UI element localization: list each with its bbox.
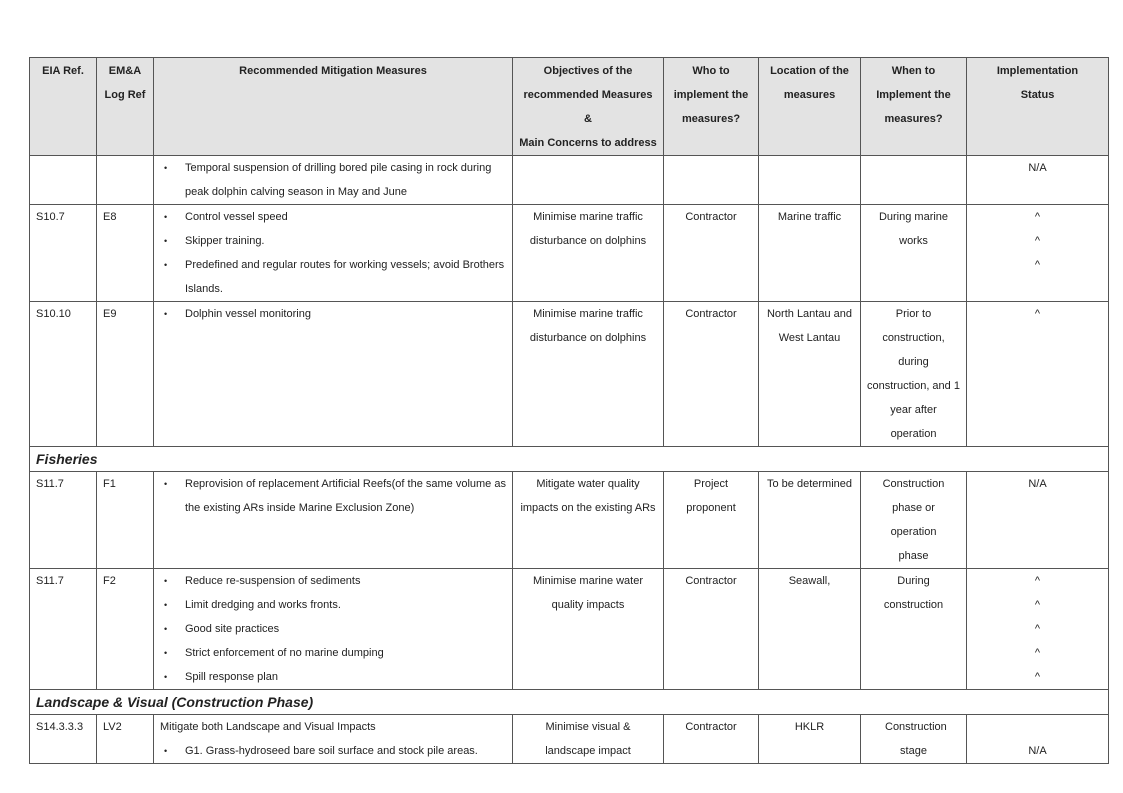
header-location: Location of the measures [759,58,861,156]
section-title: Landscape & Visual (Construction Phase) [30,690,1109,715]
measure-item: • Good site practices [160,617,506,641]
measure-item: • G1. Grass-hydroseed bare soil surface and stock pile areas. [160,739,506,763]
who-cell: Contractor [664,302,759,447]
log-ref-cell: E9 [97,302,154,447]
eia-ref-cell: S11.7 [30,569,97,690]
status-cell: ^ ^ ^ ^ ^ [967,569,1109,690]
who-cell: Contractor [664,715,759,764]
header-objectives: Objectives of the recommended Measures & Main Concerns to address [513,58,664,156]
location-cell: Marine traffic [759,205,861,302]
header-status: Implementation Status [967,58,1109,156]
status-cell: N/A [967,715,1109,764]
measure-item: • Dolphin vessel monitoring [160,302,506,326]
log-ref-cell: LV2 [97,715,154,764]
when-cell: Construction stage [861,715,967,764]
bullet-icon: • [164,309,168,319]
header-who: Who to implement the measures? [664,58,759,156]
measure-item: • Reprovision of replacement Artificial Reefs(of the same volume as the existing ARs inside Marine Exclusion Zone) [160,472,506,520]
objectives-cell: Minimise marine water quality impacts [513,569,664,690]
objectives-cell: Minimise visual & landscape impact [513,715,664,764]
measures-cell [154,302,513,447]
eia-ref-cell: S11.7 [30,472,97,569]
bullet-icon: • [164,648,168,658]
objectives-cell: Mitigate water quality impacts on the existing ARs [513,472,664,569]
measures-cell [154,472,513,569]
table-row [30,205,1109,302]
mitigation-measures-table [29,57,1109,764]
bullet-icon: • [164,600,168,610]
location-cell: To be determined [759,472,861,569]
eia-ref-cell: S10.7 [30,205,97,302]
bullet-icon: • [164,212,168,222]
header-when: When to Implement the measures? [861,58,967,156]
log-ref-cell: F1 [97,472,154,569]
when-cell: During marine works [861,205,967,302]
table-row [30,156,1109,205]
measure-item: • Limit dredging and works fronts. [160,593,506,617]
bullet-icon: • [164,236,168,246]
who-cell [664,156,759,205]
header-eia-ref: EIA Ref. [30,58,97,156]
status-cell: N/A [967,472,1109,569]
bullet-icon: • [164,746,168,756]
measures-cell [154,156,513,205]
section-row-fisheries [30,447,1109,472]
eia-ref-cell [30,156,97,205]
who-cell: Contractor [664,205,759,302]
section-title: Fisheries [30,447,1109,472]
bullet-icon: • [164,479,168,489]
log-ref-cell: F2 [97,569,154,690]
location-cell: HKLR [759,715,861,764]
when-cell: Prior to construction, during construction, and 1 year after operation [861,302,967,447]
objectives-cell [513,156,664,205]
table-header-row [30,58,1109,156]
when-cell: During construction [861,569,967,690]
when-cell [861,156,967,205]
measure-item: • Strict enforcement of no marine dumping [160,641,506,665]
measure-item: • Predefined and regular routes for working vessels; avoid Brothers Islands. [160,253,506,301]
measures-cell [154,205,513,302]
who-cell: Project proponent [664,472,759,569]
bullet-icon: • [164,163,168,173]
measure-item: • Control vessel speed [160,205,506,229]
location-cell: Seawall, [759,569,861,690]
measure-item: • Temporal suspension of drilling bored pile casing in rock during peak dolphin calving season in May and June [160,156,506,204]
section-row-landscape-visual [30,690,1109,715]
bullet-icon: • [164,624,168,634]
measures-cell [154,569,513,690]
bullet-icon: • [164,576,168,586]
status-cell: N/A [967,156,1109,205]
measures-heading: Mitigate both Landscape and Visual Impacts [160,721,376,733]
bullet-icon: • [164,260,168,270]
who-cell: Contractor [664,569,759,690]
measure-item: • Spill response plan [160,665,506,689]
measure-item: • Reduce re-suspension of sediments [160,569,506,593]
table-row [30,715,1109,764]
measure-item: • Skipper training. [160,229,506,253]
header-measures: Recommended Mitigation Measures [154,58,513,156]
log-ref-cell [97,156,154,205]
log-ref-cell: E8 [97,205,154,302]
eia-ref-cell: S14.3.3.3 [30,715,97,764]
status-cell: ^ [967,302,1109,447]
objectives-cell: Minimise marine traffic disturbance on dolphins [513,302,664,447]
measures-cell [154,715,513,764]
location-cell: North Lantau and West Lantau [759,302,861,447]
objectives-cell: Minimise marine traffic disturbance on dolphins [513,205,664,302]
table-row [30,569,1109,690]
table-row [30,472,1109,569]
when-cell: Construction phase or operation phase [861,472,967,569]
header-ema-log-ref: EM&A Log Ref [97,58,154,156]
bullet-icon: • [164,672,168,682]
location-cell [759,156,861,205]
table-row [30,302,1109,447]
status-cell: ^ ^ ^ [967,205,1109,302]
eia-ref-cell: S10.10 [30,302,97,447]
